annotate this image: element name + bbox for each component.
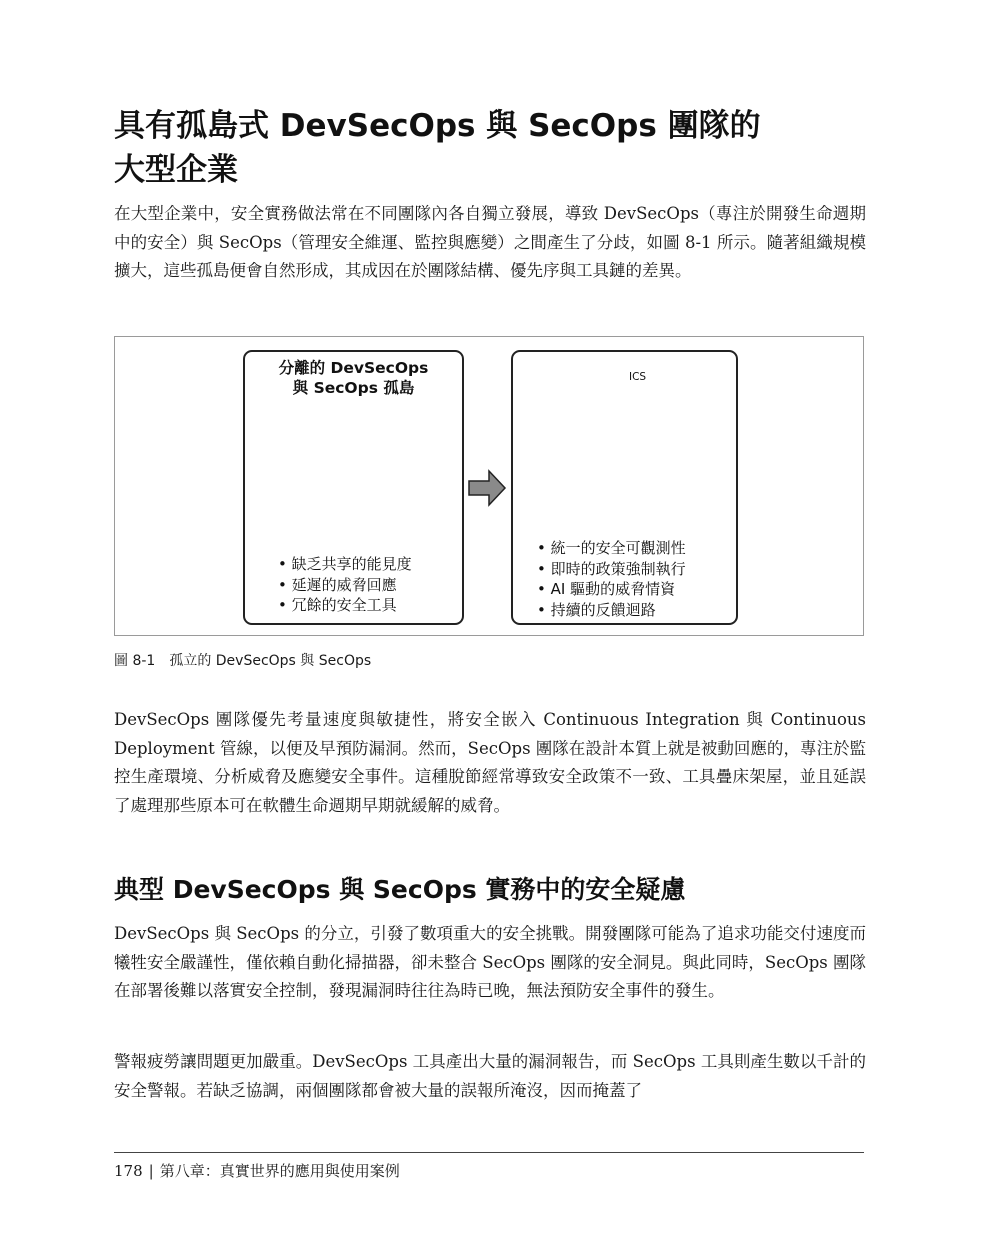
paragraph-alert-fatigue: 警報疲勞讓問題更加嚴重。DevSecOps 工具產出大量的漏洞報告，而 SecOps 工具則產生數以千計的安全警報。若缺乏協調，兩個團隊都會被大量的誤報所淹沒，因而掩蓋了 xyxy=(114,1052,866,1100)
isolated-silos-title-line-2: 與 SecOps 孤島 xyxy=(292,379,415,397)
unified-security-bullet: • AI 驅動的威脅情資 xyxy=(537,579,686,600)
footer-separator: | xyxy=(148,1162,154,1180)
subsection-heading: 典型 DevSecOps 與 SecOps 實務中的安全疑慮 xyxy=(114,875,686,904)
footer-rule xyxy=(114,1152,864,1153)
section-heading xyxy=(114,104,874,192)
isolated-silos-bullet: • 缺乏共享的能見度 xyxy=(278,554,412,575)
unified-security-bullet: • 即時的政策強制執行 xyxy=(537,559,686,580)
figure-8-1 xyxy=(114,336,864,636)
paragraph-devsecops-vs-secops: DevSecOps 團隊優先考量速度與敏捷性，將安全嵌入 Continuous Integration 與 Continuous Deployment 管線，以便及早預防漏洞。然而，SecOps 團隊在設計本質上就是被動回應的，專注於監控生產環境、分析威脅及應變安全事件。這種脫節經常導致安全政策不一致、工具疊床架屋，並且延誤了處理那些原本可在軟體生命週期早期就緩解的威脅。 xyxy=(114,710,866,815)
page-number: 178 xyxy=(114,1162,143,1180)
unified-security-bullet: • 持續的反饋迴路 xyxy=(537,600,686,621)
page-footer xyxy=(114,1160,400,1181)
isolated-silos-bullet: • 延遲的威脅回應 xyxy=(278,575,412,596)
paragraph-intro: 在大型企業中，安全實務做法常在不同團隊內各自獨立發展，導致 DevSecOps（專注於開發生命週期中的安全）與 SecOps（管理安全維運、監控與應變）之間產生了分歧，如圖 8-1 所示。隨著組織規模擴大，這些孤島便會自然形成，其成因在於團隊結構、優先序與工具鏈的差異。 xyxy=(114,204,866,280)
unified-security-bullet: • 統一的安全可觀測性 xyxy=(537,538,686,559)
figure-caption xyxy=(114,650,371,670)
flag-label-layer xyxy=(115,337,865,637)
isolated-silos-bullet: • 冗餘的安全工具 xyxy=(278,595,412,616)
flag-label: ICS xyxy=(629,371,647,383)
figure-caption-text: 孤立的 DevSecOps 與 SecOps xyxy=(169,653,372,669)
section-heading-line-1: 具有孤島式 DevSecOps 與 SecOps 團隊的 xyxy=(114,108,761,144)
chapter-title: 第八章：真實世界的應用與使用案例 xyxy=(159,1162,400,1180)
section-heading-line-2: 大型企業 xyxy=(114,152,238,188)
isolated-silos-title-line-1: 分離的 DevSecOps xyxy=(278,359,429,377)
figure-caption-number: 圖 8-1 xyxy=(114,653,156,669)
paragraph-security-challenges: DevSecOps 與 SecOps 的分立，引發了數項重大的安全挑戰。開發團隊可能為了追求功能交付速度而犧牲安全嚴謹性，僅依賴自動化掃描器，卻未整合 SecOps 團隊的安全洞見。與此同時，SecOps 團隊在部署後難以落實安全控制，發現漏洞時往往為時已晚，無法預防安全事件的發生。 xyxy=(114,924,866,1000)
